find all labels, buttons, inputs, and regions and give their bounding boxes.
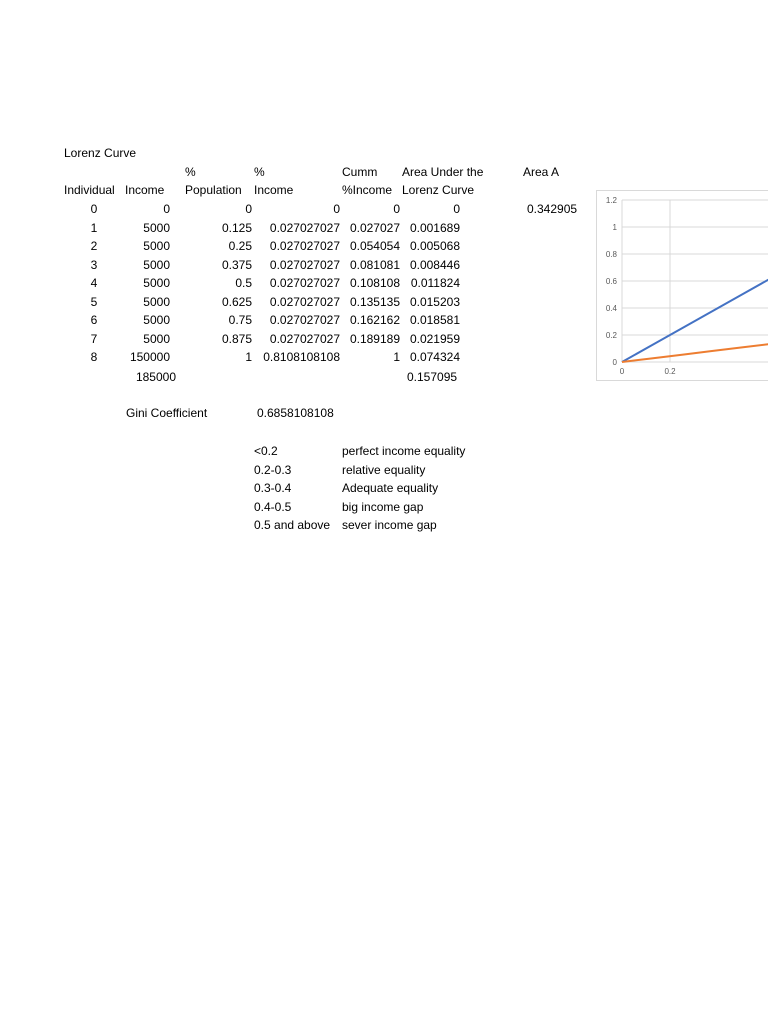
cell-pop: 0.75 (228, 313, 252, 327)
cell-inc: 0 (333, 202, 340, 216)
cell-income: 5000 (143, 313, 170, 327)
y-tick-label: 0.2 (605, 331, 617, 340)
cell-pop: 0 (245, 202, 252, 216)
cell-cumm: 0.135135 (349, 294, 400, 309)
y-tick-label: 0.8 (605, 250, 617, 259)
scale-range: 0.4-0.5 (254, 499, 292, 514)
chart-plot (596, 190, 768, 382)
scale-description: sever income gap (342, 518, 437, 532)
cell-cumm: 0.027027 (349, 220, 400, 235)
x-tick-label: 0 (619, 367, 625, 376)
y-tick-label: 1 (612, 223, 617, 232)
cell-individual: 3 (90, 257, 98, 272)
cell-area: 0.074324 (409, 350, 460, 364)
header-pop-line2: Population (185, 183, 242, 197)
scale-description: relative equality (342, 462, 426, 477)
lorenz-chart[interactable] (596, 190, 768, 382)
cell-inc: 0.027027027 (269, 220, 340, 235)
header-area-line2: Lorenz Curve (402, 183, 475, 197)
scale-range: 0.3-0.4 (254, 481, 292, 495)
y-tick-label: 0.6 (605, 277, 617, 286)
cell-inc: 0.027027027 (269, 276, 340, 290)
cell-area: 0.011824 (410, 276, 460, 290)
cell-cumm: 0 (393, 202, 400, 216)
cell-individual: 6 (90, 313, 98, 327)
header-income: Income (125, 183, 165, 197)
x-tick-label: 0.2 (664, 367, 676, 376)
cell-individual: 4 (90, 276, 98, 290)
header-pop-line1: % (185, 165, 196, 179)
cell-inc: 0.027027027 (269, 331, 340, 346)
cell-pop: 0.5 (235, 276, 252, 290)
y-tick-label: 0 (612, 358, 617, 367)
cell-area: 0.021959 (409, 331, 460, 346)
cell-individual: 0 (90, 202, 98, 216)
scale-description: big income gap (342, 499, 424, 514)
cell-cumm: 0.162162 (349, 313, 400, 327)
cell-income: 5000 (143, 331, 170, 346)
series-line-lorenz (622, 227, 768, 362)
cell-income: 0 (163, 202, 170, 216)
y-tick-label: 0.4 (605, 304, 617, 313)
cell-cumm: 1 (393, 350, 400, 364)
cell-pop: 0.875 (221, 331, 252, 346)
cell-income: 5000 (143, 276, 170, 290)
cell-pop: 0.625 (221, 294, 252, 309)
header-inc-line2: Income (254, 183, 294, 197)
cell-cumm: 0.081081 (349, 257, 400, 272)
cell-income: 5000 (143, 294, 170, 309)
cell-inc: 0.8108108108 (263, 350, 340, 364)
cell-cumm: 0.054054 (349, 239, 400, 253)
cell-income: 5000 (143, 239, 170, 253)
cell-pop: 0.125 (221, 220, 252, 235)
scale-range: 0.2-0.3 (254, 462, 292, 477)
cell-area: 0.008446 (409, 257, 460, 272)
gini-value: 0.6858108108 (257, 406, 334, 420)
cell-income: 150000 (129, 350, 170, 364)
scale-description: Adequate equality (342, 481, 439, 495)
series-line-equality (622, 227, 768, 362)
scale-range: <0.2 (254, 444, 278, 458)
area-a-value: 0.342905 (527, 202, 578, 216)
cell-pop: 1 (245, 350, 252, 364)
gini-label: Gini Coefficient (126, 406, 208, 420)
cell-inc: 0.027027027 (269, 257, 340, 272)
scale-description: perfect income equality (342, 444, 466, 458)
cell-income: 5000 (143, 257, 170, 272)
cell-area: 0 (453, 202, 460, 216)
header-cumm-line1: Cumm (342, 165, 378, 179)
cell-cumm: 0.189189 (349, 331, 400, 346)
cell-inc: 0.027027027 (269, 313, 340, 327)
header-area-a: Area A (523, 165, 560, 179)
cell-inc: 0.027027027 (269, 294, 340, 309)
cell-individual: 7 (90, 331, 98, 346)
scale-range: 0.5 and above (254, 518, 331, 532)
cell-inc: 0.027027027 (269, 239, 340, 253)
cell-individual: 5 (90, 294, 98, 309)
cell-cumm: 0.108108 (349, 276, 400, 290)
income-total: 185000 (135, 370, 176, 384)
cell-pop: 0.375 (221, 257, 252, 272)
cell-income: 5000 (143, 220, 170, 235)
cell-individual: 8 (90, 350, 98, 364)
header-inc-line1: % (254, 165, 265, 179)
cell-individual: 2 (90, 239, 98, 253)
cell-pop: 0.25 (228, 239, 252, 253)
cell-area: 0.001689 (409, 220, 460, 235)
cell-area: 0.005068 (409, 239, 460, 253)
y-tick-label: 1.2 (605, 196, 617, 205)
header-area-line1: Area Under the (402, 165, 484, 179)
cell-area: 0.018581 (409, 313, 460, 327)
cell-individual: 1 (90, 220, 98, 235)
header-individual: Individual (64, 183, 115, 197)
header-cumm-line2: %Income (342, 183, 393, 197)
cell-area: 0.015203 (409, 294, 460, 309)
area-total: 0.157095 (407, 370, 458, 384)
sheet-title: Lorenz Curve (64, 146, 137, 160)
